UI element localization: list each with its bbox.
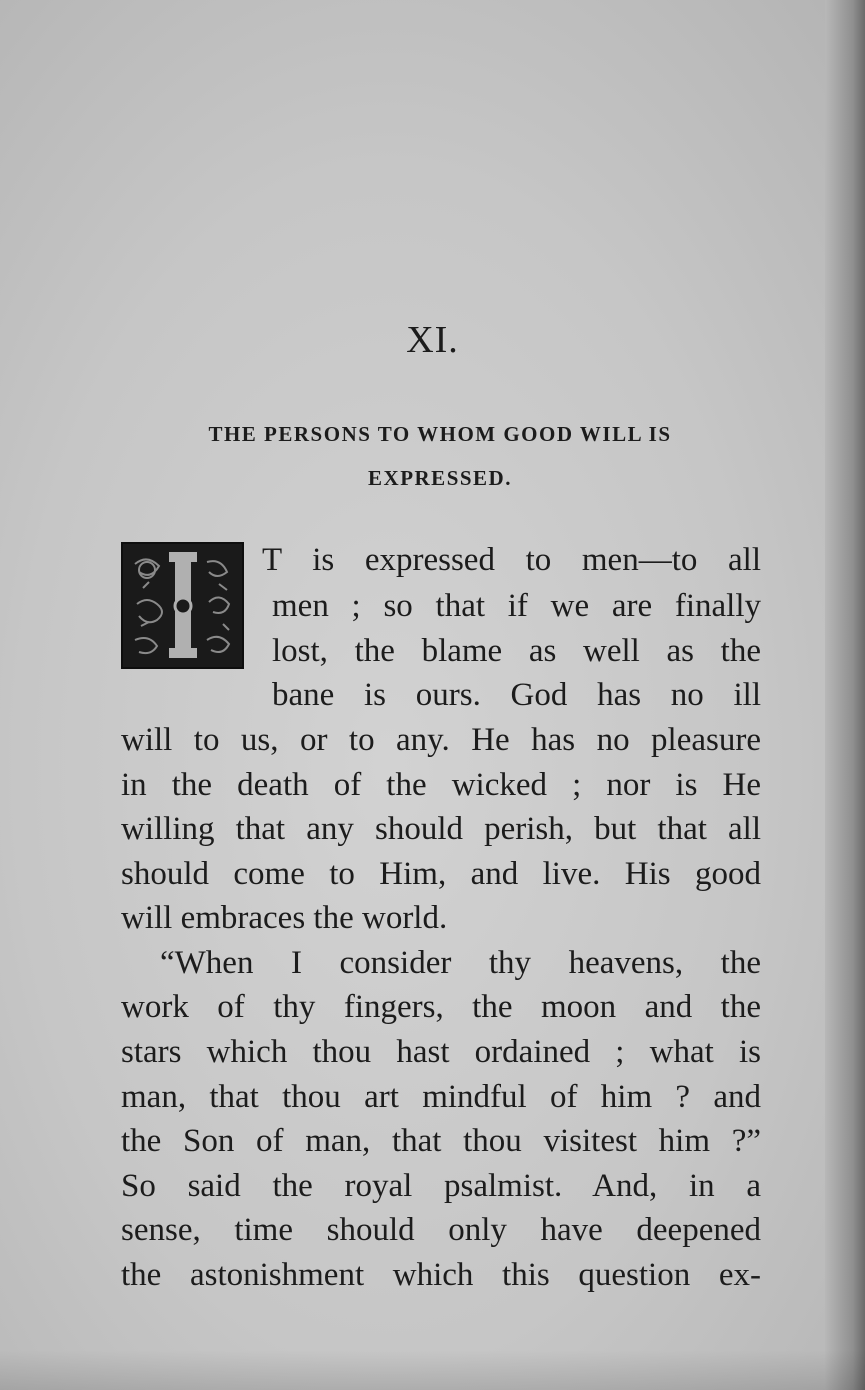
paragraph-1-line: T is expressed to men—to all <box>262 542 761 578</box>
paragraph-1-line: willing that any should perish, but that all <box>121 811 761 847</box>
paragraph-2-line: work of thy fingers, the moon and the <box>121 989 761 1025</box>
paragraph-1-line: bane is ours. God has no ill <box>272 677 761 713</box>
paragraph-2-line: the astonishment which this question ex- <box>121 1257 761 1293</box>
paragraph-2-line: sense, time should only have deepened <box>121 1212 761 1248</box>
paragraph-1-line: should come to Him, and live. His good <box>121 856 761 892</box>
paragraph-2-line: the Son of man, that thou visitest him ?” <box>121 1123 761 1159</box>
paragraph-1-line: men ; so that if we are finally <box>272 588 761 624</box>
chapter-title <box>150 412 730 500</box>
paragraph-2-line: “When I consider thy heavens, the <box>160 945 761 981</box>
paragraph-1-line: in the death of the wicked ; nor is He <box>121 767 761 803</box>
page-edge <box>825 0 865 1390</box>
chapter-title-line-2: EXPRESSED. <box>368 466 512 490</box>
ornamental-drop-cap <box>121 542 244 669</box>
paragraph-2-line: stars which thou hast ordained ; what is <box>121 1034 761 1070</box>
page-bottom-shadow <box>0 1350 865 1390</box>
paragraph-2-line: So said the royal psalmist. And, in a <box>121 1168 761 1204</box>
paragraph-1-line: will to us, or to any. He has no pleasure <box>121 722 761 758</box>
drop-cap-ornament-icon <box>123 544 242 667</box>
paragraph-2-line: man, that thou art mindful of him ? and <box>121 1079 761 1115</box>
paragraph-1-line: lost, the blame as well as the <box>272 633 761 669</box>
chapter-title-line-1: THE PERSONS TO WHOM GOOD WILL IS <box>208 422 672 446</box>
paragraph-1-line: will embraces the world. <box>121 900 448 936</box>
chapter-number: XI. <box>406 319 459 361</box>
